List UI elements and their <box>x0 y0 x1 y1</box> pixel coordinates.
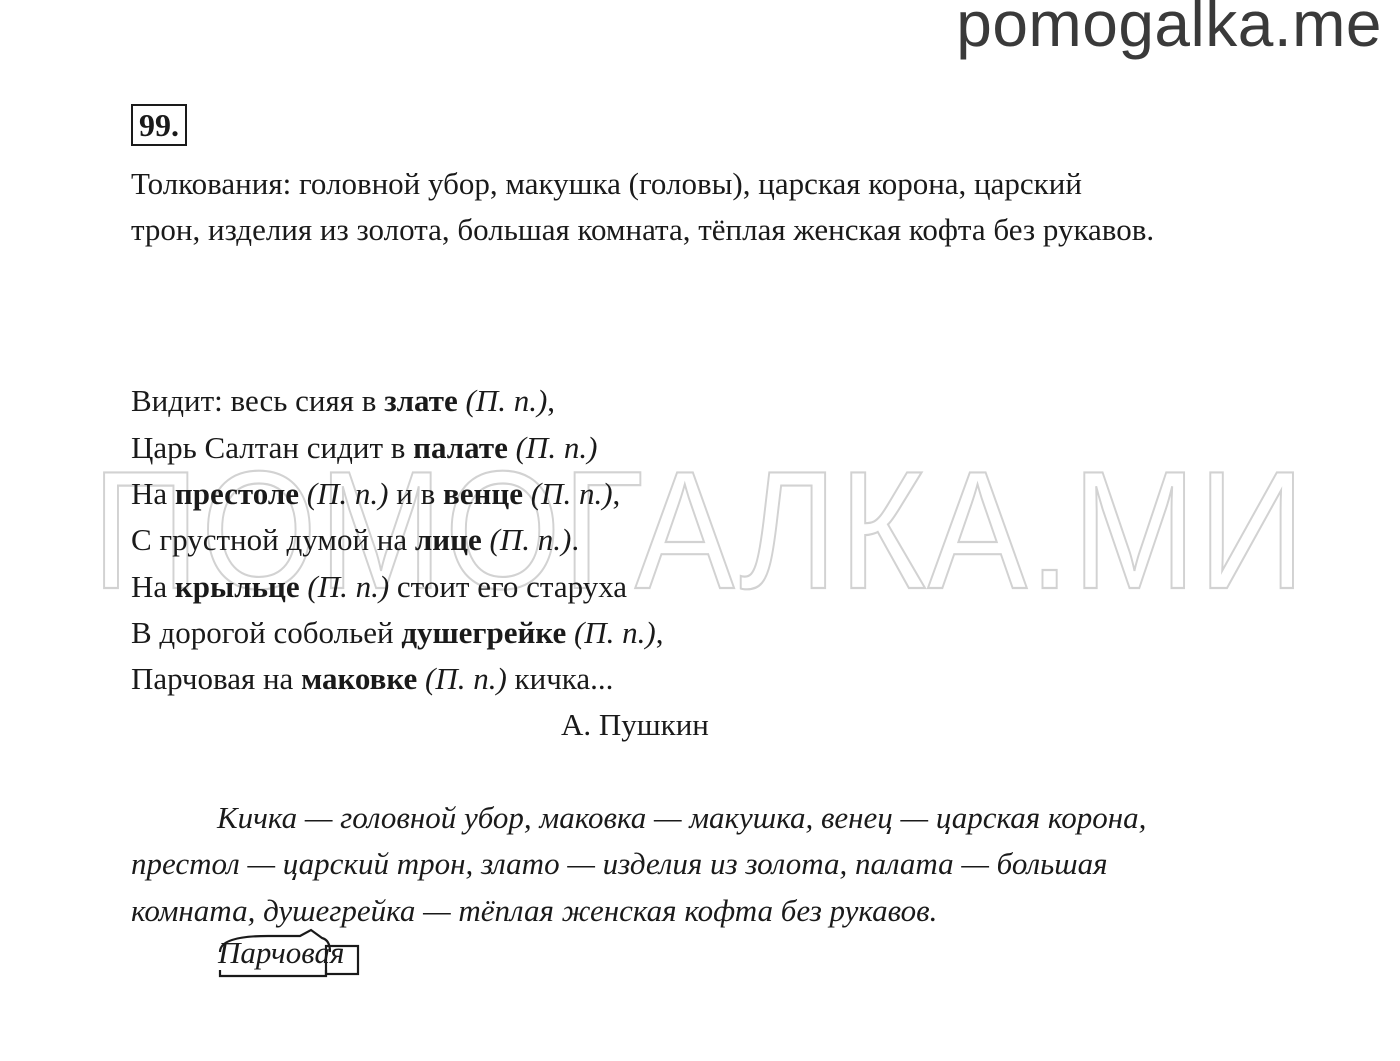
morpheme-word: Парчовая <box>218 935 345 970</box>
poem-line-6: В дорогой собольей душегрейке (П. п.), <box>131 615 664 650</box>
interpretations-line-2: трон, изделия из золота, большая комната, тёплая женская кофта без рукавов. <box>131 212 1155 247</box>
poem-line-3: На престоле (П. п.) и в венце (П. п.), <box>131 476 621 511</box>
keyword: венце <box>443 476 523 511</box>
morpheme-marks-icon <box>218 930 368 980</box>
site-logo: pomogalka.me <box>956 0 1382 60</box>
keyword: маковке <box>301 661 418 696</box>
keyword: лице <box>414 522 482 557</box>
poem-line-4: С грустной думой на лице (П. п.). <box>131 522 580 557</box>
case-label: (П. п.) <box>465 383 548 418</box>
case-label: (П. п.) <box>573 615 656 650</box>
exercise-number: 99. <box>131 104 187 146</box>
keyword: злате <box>384 383 458 418</box>
definitions-line-1: Кичка — головной убор, маковка — макушка, венец — царская корона, <box>217 800 1147 835</box>
case-label: (П. п.) <box>515 430 598 465</box>
case-label: (П. п.) <box>307 569 390 604</box>
keyword: престоле <box>174 476 299 511</box>
poem-author: А. Пушкин <box>561 707 709 742</box>
interpretations-line-1: Толкования: головной убор, макушка (головы), царская корона, царский <box>131 166 1082 201</box>
poem-line-1: Видит: весь сияя в злате (П. п.), <box>131 383 556 418</box>
watermark-text: ПОМОГАЛКА.МИ <box>92 452 1307 602</box>
case-label: (П. п.) <box>489 522 572 557</box>
case-label: (П. п.) <box>425 661 507 696</box>
keyword: крыльце <box>174 569 300 604</box>
morpheme-analysis <box>218 930 344 976</box>
keyword: душегрейке <box>401 615 567 650</box>
poem-line-7: Парчовая на маковке (П. п.) кичка... <box>131 661 614 696</box>
definitions-line-2: престол — царский трон, злато — изделия из золота, палата — большая <box>131 846 1108 881</box>
poem-line-5: На крыльце (П. п.) стоит его старуха <box>131 569 628 604</box>
poem-line-2: Царь Салтан сидит в палате (П. п.) <box>131 430 598 465</box>
definitions-line-3: комната, душегрейка — тёплая женская кофта без рукавов. <box>131 893 938 928</box>
keyword: палате <box>413 430 508 465</box>
case-label: (П. п.) <box>306 476 389 511</box>
case-label: (П. п.) <box>530 476 613 511</box>
